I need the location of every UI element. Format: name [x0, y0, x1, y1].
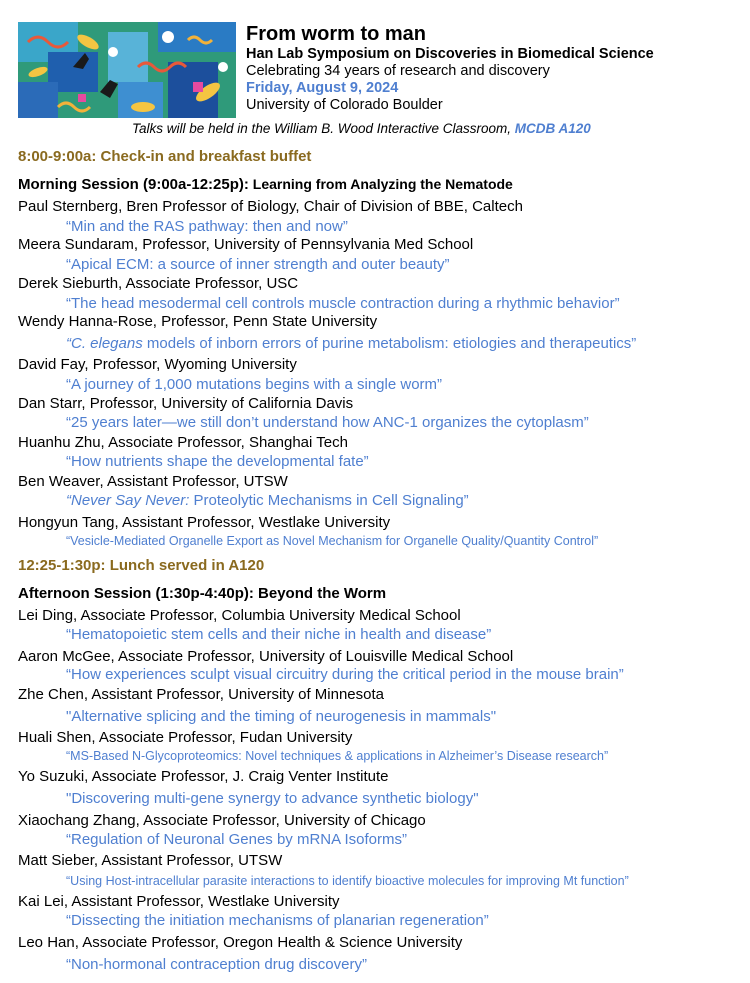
speaker: Kai Lei, Assistant Professor, Westlake University — [18, 893, 340, 910]
event-date: Friday, August 9, 2024 — [246, 80, 399, 96]
talk-title: “How experiences sculpt visual circuitry during the critical period in the mouse brain” — [66, 666, 624, 683]
speaker: Matt Sieber, Assistant Professor, UTSW — [18, 852, 283, 869]
speaker: Aaron McGee, Associate Professor, University of Louisville Medical School — [18, 648, 514, 665]
talk-title: “Regulation of Neuronal Genes by mRNA Isoforms” — [66, 831, 407, 848]
morning-session-theme: Learning from Analyzing the Nematode — [248, 176, 513, 192]
speaker: Meera Sundaram, Professor, University of Pennsylvania Med School — [18, 236, 474, 253]
banner-artwork — [18, 22, 236, 118]
talk-title-italic: “C. elegans — [66, 335, 143, 352]
speaker: Paul Sternberg, Bren Professor of Biology, Chair of Division of BBE, Caltech — [18, 198, 523, 215]
morning-session-time: Morning Session (9:00a-12:25p): — [18, 176, 249, 193]
morning-session-heading — [18, 176, 513, 193]
speaker: Leo Han, Associate Professor, Oregon Health & Science University — [18, 934, 463, 951]
symposium-name: Han Lab Symposium on Discoveries in Biomedical Science — [246, 46, 654, 62]
talk-title: “The head mesodermal cell controls muscle contraction during a rhythmic behavior” — [66, 295, 620, 312]
talk-title-rest: Proteolytic Mechanisms in Cell Signaling” — [189, 492, 469, 509]
speaker: Ben Weaver, Assistant Professor, UTSW — [18, 473, 288, 490]
speaker: Zhe Chen, Assistant Professor, University of Minnesota — [18, 686, 384, 703]
event-place: University of Colorado Boulder — [246, 97, 443, 113]
checkin-heading: 8:00-9:00a: Check-in and breakfast buffet — [18, 148, 312, 165]
talk-title: "Discovering multi-gene synergy to advance synthetic biology" — [66, 790, 479, 807]
talk-title — [66, 492, 469, 509]
talk-title: “Vesicle-Mediated Organelle Export as Novel Mechanism for Organelle Quality/Quantity Control” — [66, 534, 599, 548]
talk-title: “Apical ECM: a source of inner strength and outer beauty” — [66, 256, 450, 273]
speaker: Lei Ding, Associate Professor, Columbia University Medical School — [18, 607, 461, 624]
talk-title: “A journey of 1,000 mutations begins with a single worm” — [66, 376, 443, 393]
afternoon-session-heading: Afternoon Session (1:30p-4:40p): Beyond the Worm — [18, 585, 387, 602]
speaker: David Fay, Professor, Wyoming University — [18, 356, 297, 373]
speaker: Huali Shen, Associate Professor, Fudan University — [18, 729, 353, 746]
talk-title: “25 years later—we still don’t understand how ANC-1 organizes the cytoplasm” — [66, 414, 589, 431]
venue-note — [132, 121, 591, 136]
talk-title-italic: “Never Say Never: — [66, 492, 190, 509]
talk-title: “Min and the RAS pathway: then and now” — [66, 218, 348, 235]
speaker: Hongyun Tang, Assistant Professor, Westlake University — [18, 514, 391, 531]
talk-title: “Hematopoietic stem cells and their niche in health and disease” — [66, 626, 492, 643]
speaker: Huanhu Zhu, Associate Professor, Shanghai Tech — [18, 434, 348, 451]
talk-title: “Dissecting the initiation mechanisms of planarian regeneration” — [66, 912, 489, 929]
talk-title: "Alternative splicing and the timing of neurogenesis in mammals" — [66, 708, 497, 725]
talk-title: “Non-hormonal contraception drug discovery” — [66, 956, 367, 973]
talk-title: “How nutrients shape the developmental fate” — [66, 453, 369, 470]
talk-title-rest: models of inborn errors of purine metabolism: etiologies and therapeutics” — [142, 335, 637, 352]
talk-title — [66, 335, 636, 352]
speaker: Xiaochang Zhang, Associate Professor, University of Chicago — [18, 812, 426, 829]
speaker: Dan Starr, Professor, University of California Davis — [18, 395, 354, 412]
venue-text: Talks will be held in the William B. Wood Interactive Classroom, — [132, 121, 515, 136]
speaker: Yo Suzuki, Associate Professor, J. Craig Venter Institute — [18, 768, 389, 785]
venue-room: MCDB A120 — [514, 121, 591, 136]
talk-title: “MS-Based N-Glycoproteomics: Novel techniques & applications in Alzheimer’s Disease research” — [66, 749, 609, 763]
tagline: Celebrating 34 years of research and discovery — [246, 63, 550, 79]
speaker: Derek Sieburth, Associate Professor, USC — [18, 275, 299, 292]
page-title: From worm to man — [246, 23, 427, 45]
speaker: Wendy Hanna-Rose, Professor, Penn State University — [18, 313, 378, 330]
header-block — [246, 22, 654, 114]
lunch-heading: 12:25-1:30p: Lunch served in A120 — [18, 557, 265, 574]
talk-title: “Using Host-intracellular parasite interactions to identify bioactive molecules for improving Mt function” — [66, 874, 629, 888]
